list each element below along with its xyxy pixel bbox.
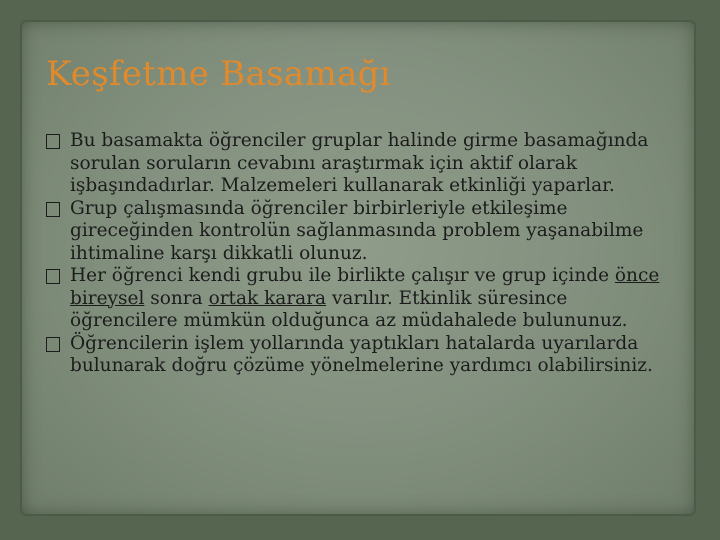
bullet-item bbox=[46, 130, 676, 198]
bullet-item bbox=[46, 333, 676, 378]
underlined-phrase: ortak karara bbox=[208, 287, 327, 309]
bullet-text-part: sonra bbox=[144, 287, 209, 309]
placeholder-box-icon bbox=[46, 134, 60, 149]
bullet-text: Öğrencilerin işlem yollarında yaptıkları hatalarda uyarılarda bulunarak doğru çözüme yönelmelerine yardımcı olabilirsiniz. bbox=[70, 332, 653, 376]
slide-body bbox=[46, 130, 676, 378]
placeholder-box-icon bbox=[46, 202, 60, 217]
bullet-text: Grup çalışmasında öğrenciler birbirleriyle etkileşime gireceğinden kontrolün sağlanmasında problem yaşanabilme ihtimaline karşı dikkatli olunuz. bbox=[70, 197, 644, 264]
bullet-item bbox=[46, 198, 676, 266]
bullet-item bbox=[46, 265, 676, 333]
placeholder-box-icon bbox=[46, 269, 60, 284]
bullet-text-part: varılır. Etkinlik süresince öğrencilere mümkün olduğunca az müdahalede bulununuz. bbox=[70, 287, 628, 331]
bullet-text-part: Her öğrenci kendi grubu ile birlikte çalışır ve grup içinde bbox=[70, 265, 615, 286]
slide-title: Keşfetme Basamağı bbox=[46, 54, 391, 94]
underlined-phrase: önce bireysel bbox=[70, 265, 660, 309]
bullet-text: Bu basamakta öğrenciler gruplar halinde girme basamağında sorulan soruların cevabını araştırmak için aktif olarak işbaşındadırlar. Malzemeleri kullanarak etkinliği yaparlar. bbox=[70, 130, 649, 196]
placeholder-box-icon bbox=[46, 337, 60, 352]
